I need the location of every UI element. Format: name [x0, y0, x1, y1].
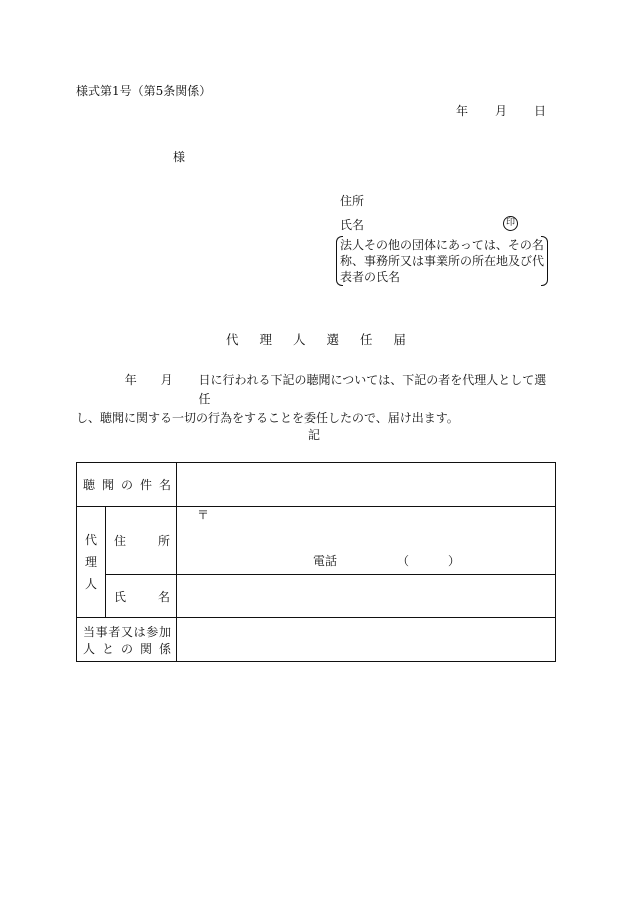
date-month-label: 月 — [494, 104, 507, 118]
label-char: 聴 — [83, 478, 96, 492]
form-number: 様式第1号（第5条関係） — [76, 84, 212, 98]
relation-field[interactable] — [177, 618, 556, 662]
label-char: 人 — [83, 641, 96, 656]
title-char: 人 — [292, 332, 306, 347]
agent-name-label-cell — [106, 575, 177, 618]
corporate-note: 法人その他の団体にあっては、その名称、事務所又は事業所の所在地及び代表者の氏名 — [336, 236, 548, 286]
body-year-label: 年 — [124, 373, 137, 387]
label-char: 当 — [83, 624, 96, 639]
label-char: 加 — [158, 624, 171, 639]
label-char: 関 — [139, 641, 152, 656]
date-year-label: 年 — [456, 104, 469, 118]
body-text-line1: 日に行われる下記の聴聞については、下記の者を代理人として選任 — [198, 373, 547, 406]
label-char: 係 — [158, 641, 171, 656]
title-char: 代 — [226, 332, 239, 347]
label-char: 又 — [120, 624, 133, 639]
label-char: の — [120, 478, 133, 492]
agent-address-label-cell — [106, 507, 177, 575]
label-char: は — [133, 624, 146, 639]
body-month-label: 月 — [160, 373, 173, 387]
label-char: 名 — [158, 478, 171, 492]
title-char: 任 — [359, 332, 373, 347]
label-char: 所 — [157, 534, 170, 548]
label-char: 件 — [139, 478, 152, 492]
title-char: 理 — [259, 332, 272, 347]
addressee-suffix: 様 — [173, 150, 186, 164]
form-table — [76, 462, 556, 662]
body-text — [76, 371, 556, 428]
date-line — [456, 103, 546, 119]
label-char: 者 — [108, 624, 121, 639]
record-label: 記 — [308, 428, 321, 442]
document-title — [226, 332, 406, 348]
phone-close-paren: ） — [448, 554, 461, 568]
label-char: 参 — [146, 624, 159, 639]
label-char: 名 — [157, 589, 170, 604]
phone-open-paren: （ — [397, 554, 410, 568]
label-char: 事 — [95, 624, 108, 639]
relation-label-cell — [77, 618, 177, 662]
agent-address-field[interactable] — [177, 507, 556, 575]
title-char: 選 — [326, 332, 339, 347]
applicant-name-label: 氏名 — [340, 218, 365, 232]
label-char: 住 — [114, 534, 127, 548]
seal-mark: 印 — [503, 216, 518, 231]
label-char: と — [101, 641, 114, 656]
postal-mark: 〒 — [197, 508, 210, 522]
agent-label-cell — [77, 507, 106, 618]
label-char: 氏 — [114, 589, 127, 604]
label-char: 代 — [84, 533, 97, 547]
agent-name-field[interactable] — [177, 575, 556, 618]
label-char: の — [120, 641, 133, 656]
label-char: 人 — [84, 577, 97, 591]
applicant-address-label: 住所 — [340, 194, 365, 208]
body-text-line2: し、聴聞に関する一切の行為をすることを委任したので、届け出ます。 — [76, 411, 459, 425]
label-char: 聞 — [101, 478, 114, 492]
hearing-subject-label-cell — [77, 463, 177, 507]
phone-label: 電話 — [313, 554, 338, 568]
hearing-subject-field[interactable] — [177, 463, 556, 507]
title-char: 届 — [393, 332, 406, 347]
label-char: 理 — [84, 555, 97, 569]
date-day-label: 日 — [533, 104, 546, 118]
